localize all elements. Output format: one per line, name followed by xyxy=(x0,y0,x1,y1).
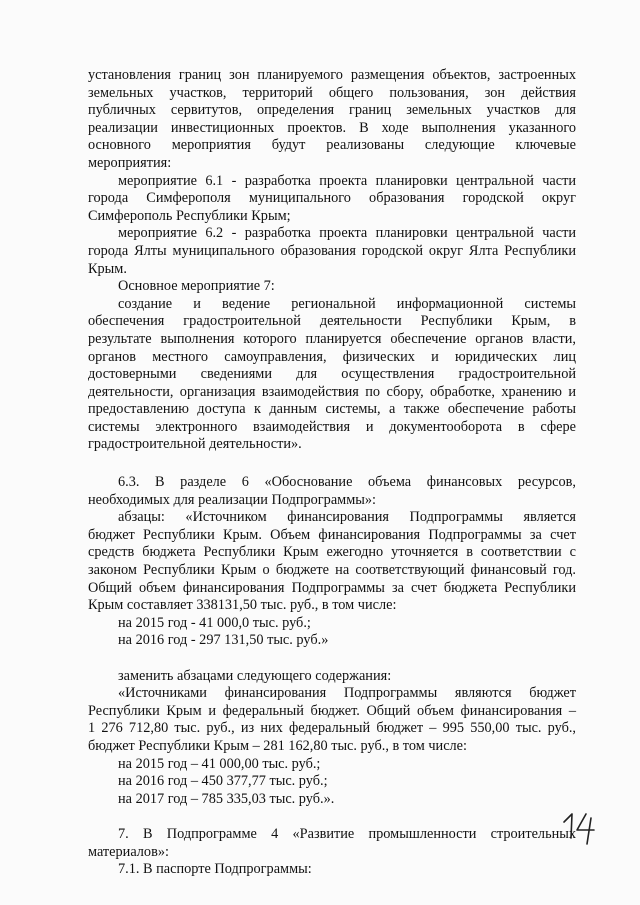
text-line: системы электронного взаимодействия и документооборота в сфере xyxy=(88,418,576,435)
text-line: Общий объем финансирования Подпрограммы за счет бюджета Республики xyxy=(88,579,576,596)
text-line: реализации инвестиционных проектов. В ходе выполнения указанного xyxy=(88,119,576,136)
text-line: материалов»: xyxy=(88,843,169,860)
text-line: мероприятия: xyxy=(88,154,172,171)
text-line: средств бюджета Республики Крым ежегодно уточняется в соответствии с xyxy=(88,544,576,561)
text-line: необходимых для реализации Подпрограммы»: xyxy=(88,491,376,508)
text-line: на 2015 год - 41 000,0 тыс. руб.; xyxy=(118,614,311,631)
text-line: на 2016 год - 297 131,50 тыс. руб.» xyxy=(118,632,329,649)
text-line: результате выполнения которого планируется обеспечение органов власти, xyxy=(88,330,576,347)
text-line: законом Республики Крым о бюджете на соответствующий финансовый год. xyxy=(88,562,576,579)
text-line: создание и ведение региональной информационной системы xyxy=(118,295,576,312)
text-line: Основное мероприятие 7: xyxy=(118,278,275,295)
text-line: на 2017 год – 785 335,03 тыс. руб.». xyxy=(118,790,335,807)
handwritten-page-number xyxy=(560,808,608,848)
text-line: 7. В Подпрограмме 4 «Развитие промышленности строительных xyxy=(118,825,576,842)
text-line: основного мероприятия будут реализованы следующие ключевые xyxy=(88,137,576,154)
text-line: города Ялты муниципального образования городской округ Ялта Республики xyxy=(88,242,576,259)
text-line: обеспечения градостроительной деятельности Республики Крым, в xyxy=(88,313,576,330)
text-line: на 2016 год – 450 377,77 тыс. руб.; xyxy=(118,773,328,790)
paragraph-gap xyxy=(88,454,576,474)
text-line: деятельности, организация взаимодействия по сбору, обработке, хранению и xyxy=(88,383,576,400)
text-line: заменить абзацами следующего содержания: xyxy=(118,667,392,684)
text-line: Крым. xyxy=(88,260,127,277)
text-line: бюджет Республики Крым. Объем финансирования Подпрограммы за счет xyxy=(88,526,576,543)
text-line: Крым составляет 338131,50 тыс. руб., в том числе: xyxy=(88,597,397,614)
text-line: на 2015 год – 41 000,00 тыс. руб.; xyxy=(118,755,321,772)
text-line: абзацы: «Источником финансирования Подпрограммы является xyxy=(118,509,576,526)
text-line: 1 276 712,80 тыс. руб., из них федеральный бюджет – 995 550,00 тыс. руб., xyxy=(88,720,576,737)
text-line: органов местного самоуправления, физических и юридических лиц xyxy=(88,348,576,365)
text-line: установления границ зон планируемого размещения объектов, застроенных xyxy=(88,67,576,83)
text-line: «Источниками финансирования Подпрограммы являются бюджет xyxy=(118,685,576,702)
document-body xyxy=(88,67,576,879)
text-line: 7.1. В паспорте Подпрограммы: xyxy=(118,861,312,878)
text-line: публичных сервитутов, определения границ земельных участков для xyxy=(88,102,576,119)
text-line: 6.3. В разделе 6 «Обоснование объема финансовых ресурсов, xyxy=(118,474,576,491)
text-line: бюджет Республики Крым – 281 162,80 тыс. руб., в том числе: xyxy=(88,737,467,754)
text-line: достоверными сведениями для осуществления градостроительной xyxy=(88,366,576,383)
text-line: мероприятие 6.2 - разработка проекта планировки центральной части xyxy=(118,225,576,242)
text-line: градостроительной деятельности». xyxy=(88,436,302,453)
paragraph-gap xyxy=(88,650,576,668)
text-line: земельных участков, территорий общего пользования, зон действия xyxy=(88,84,576,101)
text-line: Симферополь Республики Крым; xyxy=(88,207,291,224)
text-line: предоставлению доступа к данным системы, а также обеспечение работы xyxy=(88,401,576,418)
paragraph-gap xyxy=(88,808,576,826)
text-line: города Симферополя муниципального образования городской округ xyxy=(88,190,576,207)
text-line: Республики Крым и федеральный бюджет. Общий объем финансирования – xyxy=(88,702,576,719)
text-line: мероприятие 6.1 - разработка проекта планировки центральной части xyxy=(118,172,576,189)
